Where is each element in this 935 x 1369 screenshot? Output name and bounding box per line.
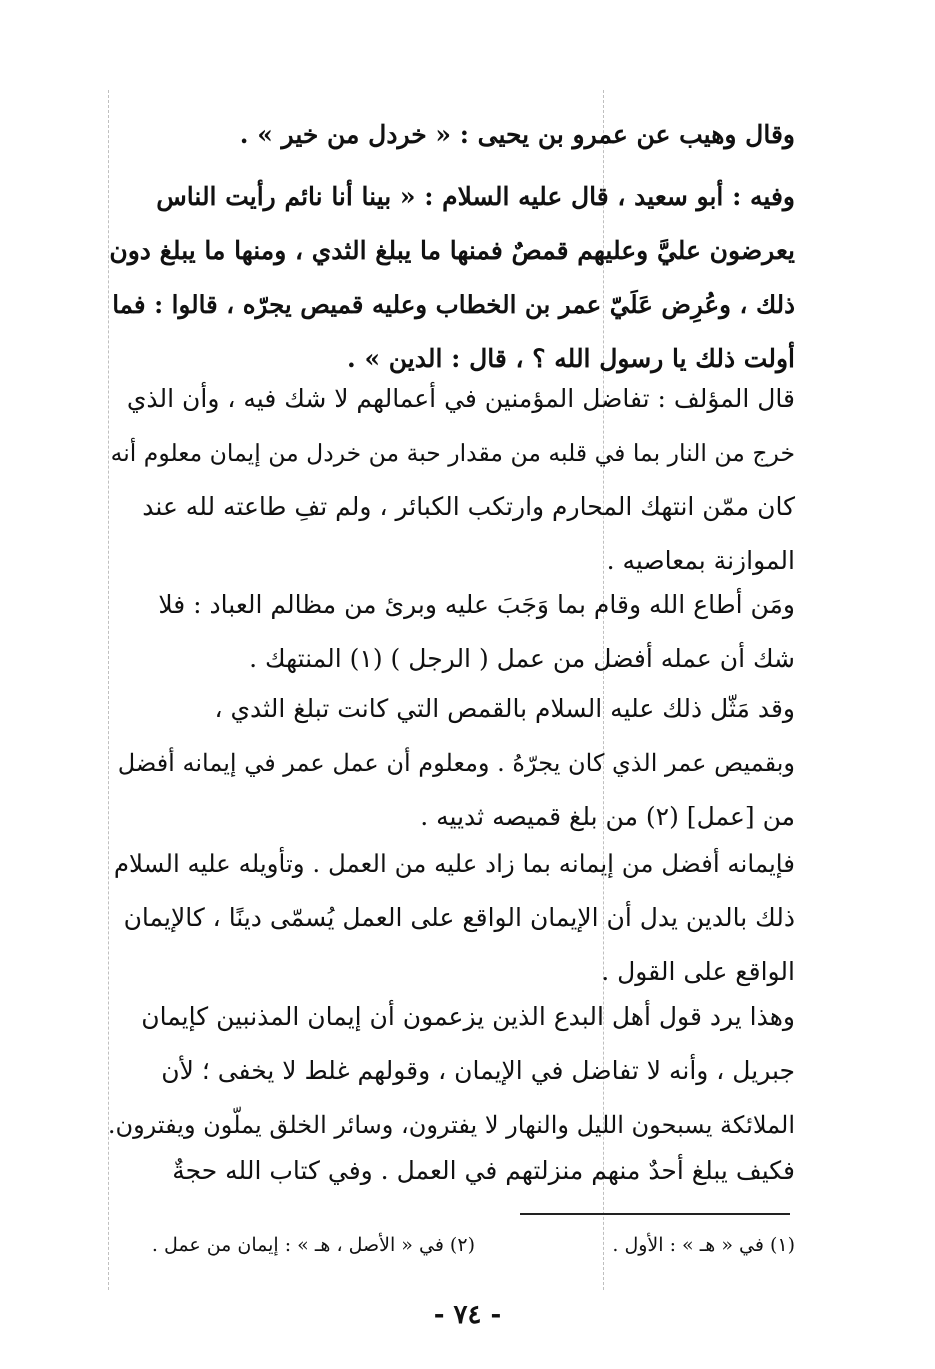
paragraph-2 (100, 170, 795, 386)
text-line: أولت ذلك يا رسول الله ؟ ، قال : الدين » . (347, 344, 795, 373)
text-line: وفيه : أبو سعيد ، قال عليه السلام : « بينا أنا نائم رأيت الناس (156, 182, 795, 211)
footnote-2: (٢) في « الأصل ، هـ » : إيمان من عمل . (151, 1234, 475, 1256)
text-line: الموازنة بمعاصيه . (606, 546, 795, 575)
paragraph-1 (105, 108, 795, 162)
text-line: يعرضون عليَّ وعليهم قمصٌ فمنها ما يبلغ الثدي ، ومنها ما يبلغ دون (109, 236, 795, 265)
text-line: كان ممّن انتهك المحارم وارتكب الكبائر ، ولم تفِ طاعته لله عند (142, 492, 795, 521)
paragraph-8 (105, 1144, 795, 1198)
text-line: وقد مَثّل ذلك عليه السلام بالقمص التي كانت تبلغ الثدي ، (214, 694, 795, 723)
text-line: فكيف يبلغ أحدٌ منهم منزلتهم في العمل . وفي كتاب الله حجةٌ (172, 1156, 795, 1185)
paragraph-5 (105, 682, 795, 844)
text-line: ذلك بالدين يدل أن الإيمان الواقع على العمل يُسمّى دينًا ، كالإيمان (123, 903, 795, 932)
text-line: جبريل ، وأنه لا تفاضل في الإيمان ، وقولهم غلط لا يخفى ؛ لأن (161, 1056, 795, 1085)
footnote-1: (١) في « هـ » : الأول . (612, 1234, 795, 1256)
paragraph-7 (105, 990, 795, 1152)
text-line: وهذا يرد قول أهل البدع الذين يزعمون أن إيمان المذنبين كإيمان (141, 1002, 795, 1031)
text-line: ومَن أطاع الله وقام بما وَجَبَ عليه وبرئ من مظالم العباد : فلا (158, 590, 795, 619)
text-line: فإيمانه أفضل من إيمانه بما زاد عليه من العمل . وتأويله عليه السلام (113, 849, 795, 878)
footnote-separator (520, 1213, 790, 1215)
text-line: وبقميص عمر الذي كان يجرّهُ . ومعلوم أن عمل عمر في إيمانه أفضل (117, 749, 795, 777)
text-line: وقال وهيب عن عمرو بن يحيى : « خردل من خير » . (239, 120, 795, 149)
text-line: الملائكة يسبحون الليل والنهار لا يفترون، وسائر الخلق يملّون ويفترون. (107, 1111, 795, 1139)
text-line: من [عمل] (٢) من بلغ قميصه ثدييه . (420, 802, 795, 831)
text-line: شك أن عمله أفضل من عمل ( الرجل ) (١) المنتهك . (249, 644, 795, 673)
text-line: الواقع على القول . (601, 957, 795, 986)
page-number: - ٧٤ - (433, 1300, 502, 1330)
text-line: قال المؤلف : تفاضل المؤمنين في أعمالهم لا شك فيه ، وأن الذي (126, 384, 795, 413)
text-line: خرج من النار بما في قلبه من مقدار حبة من خردل من إيمان معلوم أنه (110, 439, 795, 467)
paragraph-3 (105, 372, 795, 588)
paragraph-4 (105, 578, 795, 686)
paragraph-6 (105, 837, 795, 999)
text-line: ذلك ، وعُرِض عَلَيّ عمر بن الخطاب وعليه قميص يجرّه ، قالوا : فما (112, 290, 795, 319)
